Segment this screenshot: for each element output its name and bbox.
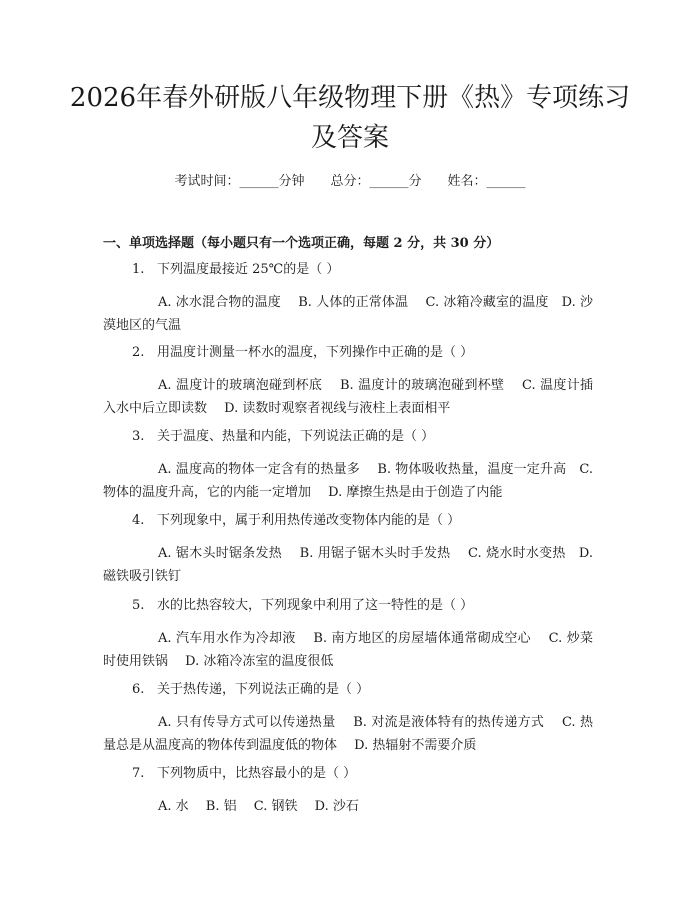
question-number: 5. [132, 598, 145, 613]
question-7 [103, 765, 593, 818]
question-text: 下列温度最接近 25℃的是（ ） [157, 262, 340, 277]
question-options: A. 只有传导方式可以传递热量 B. 对流是液体特有的热传递方式 C. 热量总是从温度高的物体传到温度低的物体 D. 热辐射不需要介质 [103, 715, 593, 753]
question-options: A. 温度计的玻璃泡碰到杯底 B. 温度计的玻璃泡碰到杯壁 C. 温度计插入水中后立即读数 D. 读数时观察者视线与液柱上表面相平 [103, 378, 593, 416]
question-2 [103, 344, 593, 420]
exam-meta-line [0, 170, 700, 189]
question-text: 下列现象中，属于利用热传递改变物体内能的是（ ） [157, 513, 461, 528]
question-options: A. 锯木头时锯条发热 B. 用锯子锯木头时手发热 C. 烧水时水变热 D. 磁铁吸引铁钉 [103, 546, 593, 584]
question-text: 下列物质中，比热容最小的是（ ） [157, 766, 357, 781]
question-number: 3. [132, 429, 145, 444]
question-number: 4. [132, 513, 145, 528]
question-number: 2. [132, 345, 145, 360]
question-number: 6. [132, 682, 145, 697]
question-3 [103, 428, 593, 504]
question-options: A. 冰水混合物的温度 B. 人体的正常体温 C. 冰箱冷藏室的温度 D. 沙漠地区的气温 [103, 295, 593, 333]
total-score-field: 总分：______分 [330, 174, 422, 189]
question-text: 水的比热容较大，下列现象中利用了这一特性的是（ ） [157, 598, 474, 613]
question-number: 7. [132, 766, 145, 781]
question-number: 1. [132, 262, 145, 277]
exam-time-field: 考试时间：______分钟 [174, 174, 305, 189]
section-heading: 一、单项选择题（每小题只有一个选项正确，每题 2 分，共 30 分） [103, 236, 500, 251]
question-options: A. 水 B. 铝 C. 钢铁 D. 沙石 [158, 799, 359, 814]
question-5 [103, 597, 593, 673]
question-text: 关于温度、热量和内能，下列说法正确的是（ ） [157, 429, 435, 444]
student-name-field: 姓名：______ [447, 174, 526, 189]
question-stem [103, 765, 593, 783]
question-1 [103, 261, 593, 337]
question-options: A. 汽车用水作为冷却液 B. 南方地区的房屋墙体通常砌成空心 C. 炒菜时使用铁锅 D. 冰箱冷冻室的温度很低 [103, 631, 593, 669]
question-stem [103, 681, 593, 699]
question-stem [103, 512, 593, 530]
page-title: 2026年春外研版八年级物理下册《热》专项练习及答案 [69, 83, 631, 153]
question-6 [103, 681, 593, 757]
question-text: 用温度计测量一杯水的温度，下列操作中正确的是（ ） [157, 345, 474, 360]
question-stem [103, 344, 593, 362]
question-4 [103, 512, 593, 588]
question-options: A. 温度高的物体一定含有的热量多 B. 物体吸收热量，温度一定升高 C. 物体的温度升高，它的内能一定增加 D. 摩擦生热是由于创造了内能 [103, 462, 593, 500]
question-stem [103, 428, 593, 446]
question-text: 关于热传递，下列说法正确的是（ ） [157, 682, 370, 697]
question-stem [103, 597, 593, 615]
question-stem [103, 261, 593, 279]
